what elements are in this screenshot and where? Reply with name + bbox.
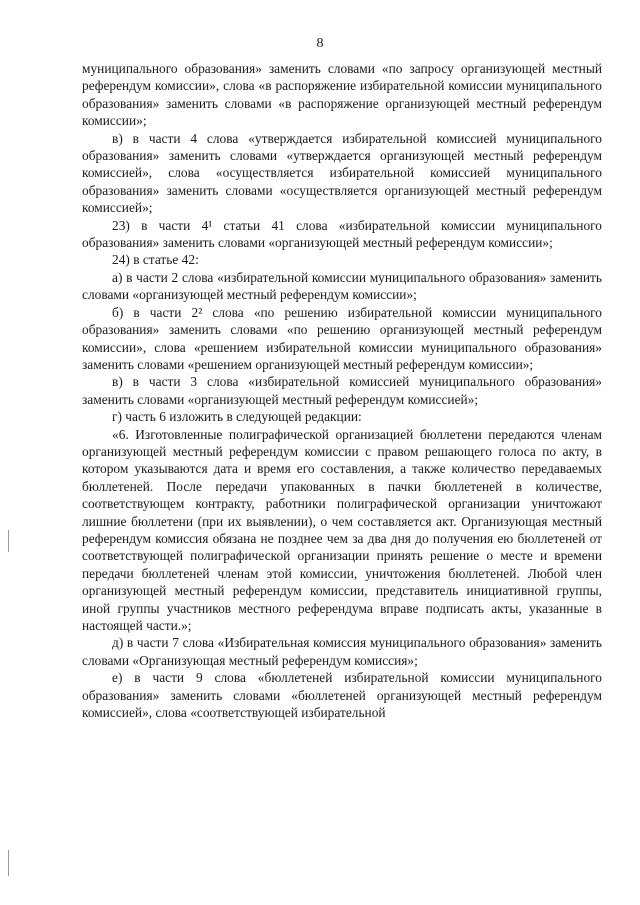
paragraph-item-24: 24) в статье 42: [112, 252, 199, 268]
paragraph-item-23: 23) в части 4¹ статьи 41 слова «избирательной комиссии муниципального образования» заменить словами «организующей местный референдум комиссии»; [82, 217, 602, 251]
scan-artifact-mark [8, 850, 9, 876]
paragraph-quoted-part-6: «6. Изготовленные полиграфической организацией бюллетени передаются членам организующей местный референдум комиссии с правом решающего голоса по акту, в котором указываются дата и время его составления, а также количество передаваемых бюллетеней. После передачи упакованных в пачки бюллетеней в количестве, соответствующем контракту, работники полиграфической организации уничтожают лишние бюллетени (при их выявлении), о чем составляется акт. Организующая местный референдум комиссия обязана не позднее чем за два дня до получения ею бюллетеней от соответствующей полиграфической организации принять решение о месте и времени передачи бюллетеней членам этой комиссии, уничтожения бюллетеней. Любой член организующей местный референдум комиссии, представитель инициативной группы, иной группы участников местного референдума вправе подписать акты, указанные в настоящей части.»; [82, 426, 602, 633]
paragraph-continuation: муниципального образования» заменить словами «по запросу организующей местный референдум комиссии», слова «в распоряжение избирательной комиссии муниципального образования» заменить словами «в распоряжение организующей местный референдум комиссии»; [82, 61, 602, 129]
paragraph-item-g-part-6: г) часть 6 изложить в следующей редакции: [112, 409, 362, 425]
scan-artifact-mark [8, 530, 9, 552]
paragraph-item-b-part-2-2: б) в части 2² слова «по решению избирательной комиссии муниципального образования» заменить словами «по решению организующей местный референдум комиссии», слова «решением избирательной комиссии муниципального образования» заменить словами «решением организующей местный референдум комиссии»; [82, 304, 602, 372]
paragraph-item-e-part-9: е) в части 9 слова «бюллетеней избирательной комиссии муниципального образования» заменить словами «бюллетеней организующей местный референдум комиссией», слова «соответствующей избирательной [82, 670, 602, 721]
page-number: 8 [316, 36, 324, 51]
document-body [82, 60, 602, 721]
paragraph-item-d-part-7: д) в части 7 слова «Избирательная комиссия муниципального образования» заменить словами «Организующая местный референдум комиссия»; [82, 635, 602, 668]
paragraph-item-a-part-2: а) в части 2 слова «избирательной комиссии муниципального образования» заменить словами «организующей местный референдум комиссии»; [82, 269, 602, 303]
paragraph-item-v-part-4: в) в части 4 слова «утверждается избирательной комиссией муниципального образования» заменить словами «утверждается организующей местный референдум комиссией», слова «осуществляется избирательной комиссией муниципального образования» заменить словами «осуществляется организующей местный референдум комиссией»; [82, 130, 602, 216]
paragraph-item-v-part-3: в) в части 3 слова «избирательной комиссией муниципального образования» заменить словами «организующей местный референдум комиссией»; [82, 374, 602, 407]
